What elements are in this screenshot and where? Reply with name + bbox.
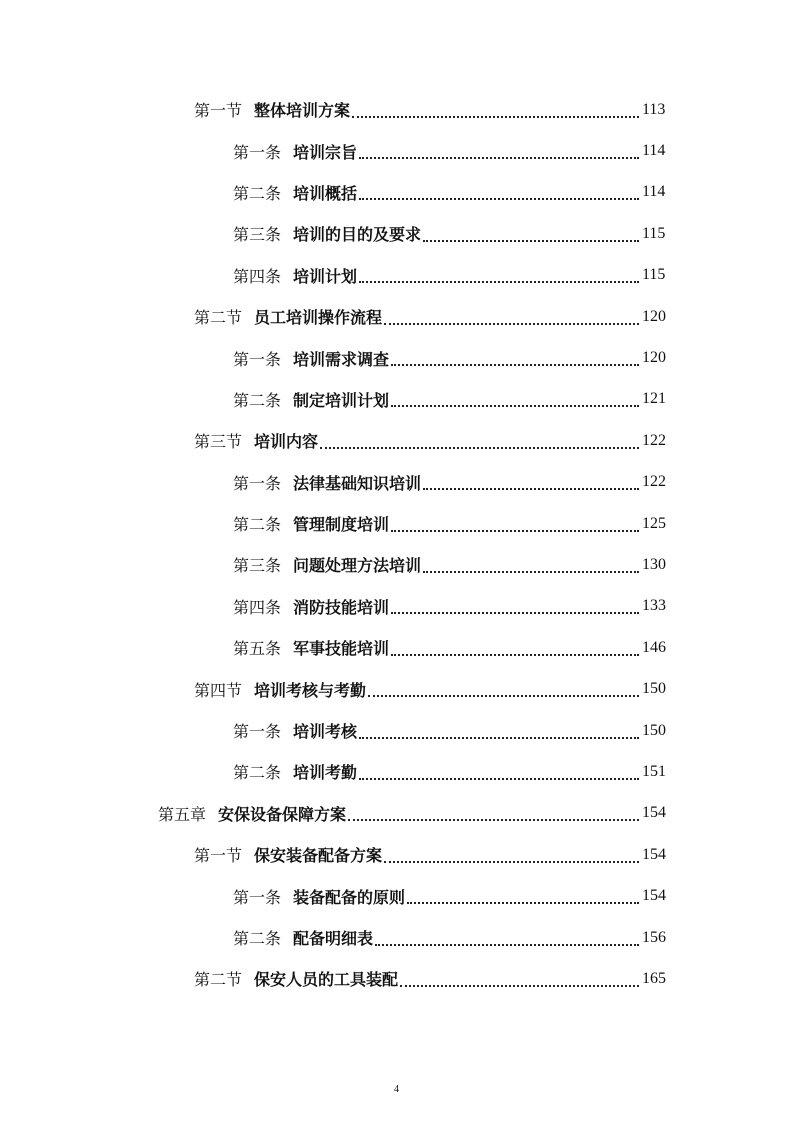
- toc-entry-title: 配备明细表: [293, 929, 374, 948]
- toc-entry-prefix: 第四条: [233, 266, 282, 286]
- toc-entry-prefix: 第二条: [233, 515, 282, 535]
- toc-entry-prefix: 第一条: [233, 473, 282, 493]
- toc-dot-leader: [423, 224, 639, 242]
- toc-entry[interactable]: [0, 544, 793, 585]
- toc-entry[interactable]: [0, 627, 793, 668]
- toc-entry-title: 问题处理方法培训: [293, 556, 422, 576]
- toc-entry[interactable]: [0, 875, 793, 916]
- toc-entry-title: 培训考核: [293, 722, 358, 742]
- toc-entry-prefix: 第二条: [233, 763, 282, 783]
- toc-entry-title: 装备配备的原则: [293, 887, 406, 907]
- toc-entry-prefix: 第四节: [194, 680, 243, 700]
- toc-entry[interactable]: [0, 213, 793, 254]
- toc-dot-leader: [423, 472, 639, 490]
- toc-entry-title: 军事技能培训: [293, 639, 390, 659]
- toc-entry-title: 保安人员的工具装配: [254, 970, 399, 990]
- toc-entry-title: 法律基础知识培训: [293, 473, 422, 493]
- toc-entry[interactable]: [0, 462, 793, 503]
- toc-entry-title: 培训宗旨: [293, 142, 358, 162]
- toc-dot-leader: [400, 969, 639, 987]
- toc-dot-leader: [384, 845, 639, 863]
- toc-entry[interactable]: [0, 255, 793, 296]
- toc-entry-prefix: 第二条: [233, 929, 282, 948]
- toc-entry-prefix: 第五条: [233, 639, 282, 659]
- toc-dot-leader: [391, 638, 639, 656]
- toc-entry-page-number: 114: [642, 142, 666, 160]
- toc-entry-prefix: 第一节: [194, 101, 243, 121]
- toc-entry-title: 培训考核与考勤: [254, 680, 367, 700]
- toc-entry-prefix: 第一条: [233, 887, 282, 907]
- toc-dot-leader: [391, 389, 639, 407]
- toc-entry-prefix: 第二节: [194, 308, 243, 328]
- toc-dot-leader: [359, 265, 639, 283]
- toc-entry-page-number: 154: [642, 804, 666, 822]
- toc-entry-title: 保安装备配备方案: [254, 846, 383, 866]
- toc-entry[interactable]: [0, 296, 793, 337]
- toc-entry-page-number: 114: [642, 183, 666, 201]
- toc-dot-leader: [359, 141, 639, 159]
- toc-entry-page-number: 120: [642, 349, 666, 367]
- toc-entry-page-number: 115: [642, 266, 666, 284]
- toc-entry-title: 培训概括: [293, 183, 358, 203]
- toc-entry[interactable]: [0, 503, 793, 544]
- toc-entry[interactable]: [0, 130, 793, 171]
- toc-entry-page-number: 146: [642, 638, 666, 656]
- toc-entry[interactable]: [0, 917, 793, 958]
- toc-entry-title: 培训的目的及要求: [293, 225, 422, 245]
- toc-entry[interactable]: [0, 793, 793, 834]
- toc-entry-page-number: 122: [642, 431, 666, 449]
- toc-dot-leader: [359, 721, 639, 739]
- toc-entry-title: 培训考勤: [293, 763, 358, 783]
- toc-entry-page-number: 113: [642, 100, 666, 118]
- page-number: 4: [394, 1084, 399, 1095]
- toc-entry[interactable]: [0, 337, 793, 378]
- toc-entry[interactable]: [0, 420, 793, 461]
- toc-dot-leader: [348, 803, 639, 821]
- toc-entry-prefix: 第三条: [233, 225, 282, 245]
- toc-dot-leader: [368, 679, 639, 697]
- toc-entry[interactable]: [0, 958, 793, 999]
- toc-entry-title: 培训内容: [254, 432, 319, 452]
- toc-dot-leader: [384, 307, 639, 325]
- toc-entry-prefix: 第四条: [233, 597, 282, 617]
- toc-dot-leader: [423, 555, 639, 573]
- table-of-contents: [0, 89, 793, 1000]
- toc-entry-prefix: 第三节: [194, 432, 243, 452]
- toc-entry-title: 制定培训计划: [293, 390, 390, 410]
- toc-dot-leader: [391, 348, 639, 366]
- toc-entry[interactable]: [0, 379, 793, 420]
- toc-entry[interactable]: [0, 834, 793, 875]
- toc-entry-page-number: 156: [642, 928, 666, 946]
- toc-entry-title: 培训需求调查: [293, 349, 390, 369]
- toc-entry-page-number: 154: [642, 887, 666, 905]
- toc-dot-leader: [320, 431, 639, 449]
- toc-entry[interactable]: [0, 710, 793, 751]
- toc-entry-page-number: 121: [642, 390, 666, 408]
- toc-entry[interactable]: [0, 586, 793, 627]
- toc-entry-page-number: 150: [642, 680, 666, 698]
- toc-entry-page-number: 130: [642, 555, 666, 573]
- toc-dot-leader: [359, 182, 639, 200]
- toc-entry-title: 消防技能培训: [293, 597, 390, 617]
- toc-dot-leader: [391, 596, 639, 614]
- toc-entry-title: 安保设备保障方案: [218, 804, 347, 824]
- toc-entry-prefix: 第三条: [233, 556, 282, 576]
- toc-entry[interactable]: [0, 751, 793, 792]
- toc-entry-page-number: 122: [642, 473, 666, 491]
- toc-entry-page-number: 125: [642, 514, 666, 532]
- toc-entry[interactable]: [0, 172, 793, 213]
- toc-entry-title: 整体培训方案: [254, 101, 351, 121]
- toc-dot-leader: [359, 762, 639, 780]
- toc-entry-page-number: 133: [642, 597, 666, 615]
- toc-entry-prefix: 第五章: [158, 804, 207, 824]
- toc-dot-leader: [407, 886, 639, 904]
- toc-dot-leader: [391, 514, 639, 532]
- toc-entry-page-number: 120: [642, 307, 666, 325]
- toc-entry[interactable]: [0, 668, 793, 709]
- toc-entry-page-number: 151: [642, 762, 666, 780]
- toc-entry-prefix: 第一节: [194, 846, 243, 866]
- toc-entry-prefix: 第二节: [194, 970, 243, 990]
- toc-dot-leader: [375, 928, 639, 946]
- toc-entry-title: 员工培训操作流程: [254, 308, 383, 328]
- toc-entry-prefix: 第一条: [233, 142, 282, 162]
- toc-entry-prefix: 第一条: [233, 349, 282, 369]
- toc-entry-title: 培训计划: [293, 266, 358, 286]
- toc-entry-page-number: 115: [642, 224, 666, 242]
- toc-entry-prefix: 第一条: [233, 722, 282, 742]
- toc-entry[interactable]: [0, 89, 793, 130]
- toc-entry-prefix: 第二条: [233, 183, 282, 203]
- toc-entry-page-number: 165: [642, 969, 666, 987]
- toc-entry-page-number: 150: [642, 721, 666, 739]
- toc-dot-leader: [352, 100, 639, 118]
- toc-entry-title: 管理制度培训: [293, 515, 390, 535]
- toc-entry-prefix: 第二条: [233, 390, 282, 410]
- toc-entry-page-number: 154: [642, 845, 666, 863]
